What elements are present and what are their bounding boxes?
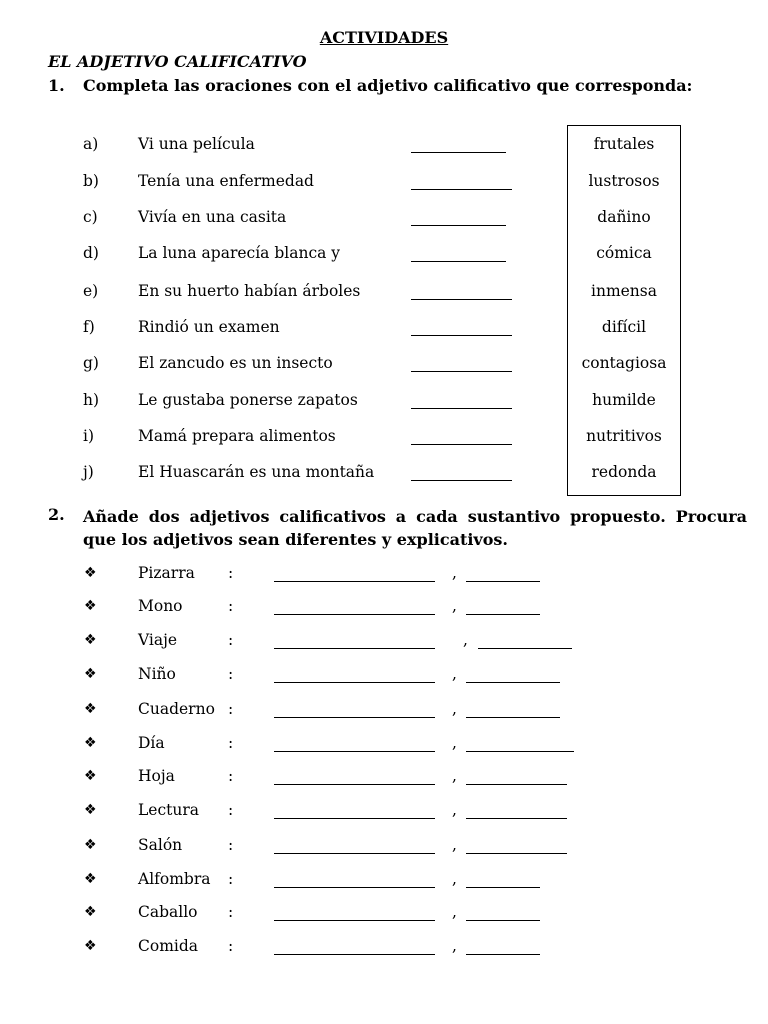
colon-separator: : <box>228 665 234 683</box>
colon-separator: : <box>228 801 234 819</box>
noun-label: Viaje <box>138 631 178 649</box>
first-adjective-blank[interactable] <box>274 853 435 854</box>
item-sentence: Le gustaba ponerse zapatos <box>138 391 358 409</box>
noun-label: Niño <box>138 665 176 683</box>
item-sentence: Tenía una enfermedad <box>138 172 314 190</box>
second-adjective-blank[interactable] <box>478 648 572 649</box>
diamond-bullet-icon: ❖ <box>84 938 97 954</box>
second-adjective-blank[interactable] <box>466 682 560 683</box>
colon-separator: : <box>228 870 234 888</box>
colon-separator: : <box>228 903 234 921</box>
diamond-bullet-icon: ❖ <box>84 904 97 920</box>
first-adjective-blank[interactable] <box>274 614 435 615</box>
item-letter: j) <box>83 463 94 481</box>
word-bank-item: difícil <box>601 318 647 336</box>
noun-label: Comida <box>138 937 199 955</box>
item-letter: g) <box>83 354 99 372</box>
first-adjective-blank[interactable] <box>274 581 435 582</box>
noun-label: Lectura <box>138 801 200 819</box>
word-bank-item: cómica <box>596 244 652 262</box>
item-sentence: Mamá prepara alimentos <box>138 427 336 445</box>
word-bank-item: lustrosos <box>588 172 660 190</box>
item-letter: d) <box>83 244 99 262</box>
comma-separator: , <box>452 700 457 718</box>
second-adjective-blank[interactable] <box>466 784 567 785</box>
word-bank-item: redonda <box>591 463 657 481</box>
item-letter: h) <box>83 391 100 409</box>
diamond-bullet-icon: ❖ <box>84 598 97 614</box>
answer-blank[interactable] <box>411 335 512 336</box>
page-title: ACTIVIDADES <box>319 28 449 47</box>
first-adjective-blank[interactable] <box>274 920 435 921</box>
comma-separator: , <box>452 836 457 854</box>
comma-separator: , <box>463 631 468 649</box>
item-letter: c) <box>83 208 98 226</box>
second-adjective-blank[interactable] <box>466 581 540 582</box>
diamond-bullet-icon: ❖ <box>84 565 97 581</box>
word-bank-item: humilde <box>592 391 656 409</box>
diamond-bullet-icon: ❖ <box>84 802 97 818</box>
item-letter: f) <box>83 318 95 336</box>
diamond-bullet-icon: ❖ <box>84 768 97 784</box>
diamond-bullet-icon: ❖ <box>84 701 97 717</box>
comma-separator: , <box>452 665 457 683</box>
noun-label: Día <box>138 734 165 752</box>
comma-separator: , <box>452 801 457 819</box>
word-bank-item: frutales <box>593 135 655 153</box>
diamond-bullet-icon: ❖ <box>84 735 97 751</box>
item-letter: a) <box>83 135 99 153</box>
item-sentence: El Huascarán es una montaña <box>138 463 375 481</box>
noun-label: Caballo <box>138 903 198 921</box>
comma-separator: , <box>452 564 457 582</box>
answer-blank[interactable] <box>411 480 512 481</box>
noun-label: Pizarra <box>138 564 195 582</box>
section-subtitle: EL ADJETIVO CALIFICATIVO <box>48 52 307 71</box>
item-sentence: Vi una película <box>138 135 255 153</box>
noun-label: Mono <box>138 597 183 615</box>
first-adjective-blank[interactable] <box>274 784 435 785</box>
comma-separator: , <box>452 937 457 955</box>
comma-separator: , <box>452 903 457 921</box>
first-adjective-blank[interactable] <box>274 682 435 683</box>
item-sentence: La luna aparecía blanca y <box>138 244 341 262</box>
item-sentence: Vivía en una casita <box>138 208 287 226</box>
colon-separator: : <box>228 734 234 752</box>
second-adjective-blank[interactable] <box>466 717 560 718</box>
comma-separator: , <box>452 767 457 785</box>
question-1-instruction: Completa las oraciones con el adjetivo calificativo que corresponda: <box>83 76 693 95</box>
item-letter: b) <box>83 172 99 190</box>
answer-blank[interactable] <box>411 444 512 445</box>
noun-label: Salón <box>138 836 183 854</box>
question-2-instruction: Añade dos adjetivos calificativos a cada sustantivo propuesto. Procura que los adjetivos sean diferentes y explicativos. <box>83 507 747 549</box>
item-letter: i) <box>83 427 95 445</box>
answer-blank[interactable] <box>411 152 506 153</box>
item-sentence: En su huerto habían árboles <box>138 282 361 300</box>
second-adjective-blank[interactable] <box>466 853 567 854</box>
diamond-bullet-icon: ❖ <box>84 632 97 648</box>
diamond-bullet-icon: ❖ <box>84 666 97 682</box>
answer-blank[interactable] <box>411 408 512 409</box>
word-bank-item: contagiosa <box>581 354 667 372</box>
item-sentence: Rindió un examen <box>138 318 280 336</box>
first-adjective-blank[interactable] <box>274 717 435 718</box>
answer-blank[interactable] <box>411 261 506 262</box>
second-adjective-blank[interactable] <box>466 887 540 888</box>
diamond-bullet-icon: ❖ <box>84 837 97 853</box>
colon-separator: : <box>228 767 234 785</box>
second-adjective-blank[interactable] <box>466 818 567 819</box>
item-letter: e) <box>83 282 99 300</box>
second-adjective-blank[interactable] <box>466 614 540 615</box>
second-adjective-blank[interactable] <box>466 954 540 955</box>
colon-separator: : <box>228 597 234 615</box>
answer-blank[interactable] <box>411 225 506 226</box>
comma-separator: , <box>452 734 457 752</box>
word-bank-item: dañino <box>597 208 651 226</box>
diamond-bullet-icon: ❖ <box>84 871 97 887</box>
colon-separator: : <box>228 937 234 955</box>
question-1-number: 1. <box>48 76 65 95</box>
colon-separator: : <box>228 564 234 582</box>
comma-separator: , <box>452 870 457 888</box>
question-2-number: 2. <box>48 505 65 524</box>
noun-label: Alfombra <box>138 870 211 888</box>
first-adjective-blank[interactable] <box>274 954 435 955</box>
comma-separator: , <box>452 597 457 615</box>
first-adjective-blank[interactable] <box>274 751 435 752</box>
item-sentence: El zancudo es un insecto <box>138 354 333 372</box>
word-bank-item: inmensa <box>591 282 657 300</box>
colon-separator: : <box>228 700 234 718</box>
first-adjective-blank[interactable] <box>274 648 435 649</box>
first-adjective-blank[interactable] <box>274 818 435 819</box>
second-adjective-blank[interactable] <box>466 920 540 921</box>
colon-separator: : <box>228 836 234 854</box>
noun-label: Cuaderno <box>138 700 215 718</box>
word-bank-item: nutritivos <box>586 427 662 445</box>
colon-separator: : <box>228 631 234 649</box>
noun-label: Hoja <box>138 767 175 785</box>
answer-blank[interactable] <box>411 299 512 300</box>
second-adjective-blank[interactable] <box>466 751 574 752</box>
answer-blank[interactable] <box>411 371 512 372</box>
answer-blank[interactable] <box>411 189 512 190</box>
first-adjective-blank[interactable] <box>274 887 435 888</box>
